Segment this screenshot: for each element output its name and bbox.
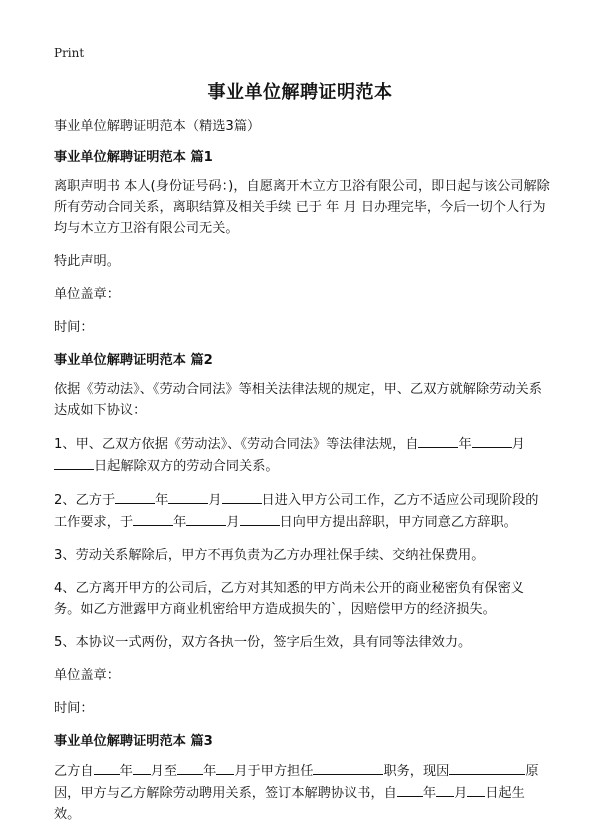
blank-line bbox=[133, 760, 151, 775]
document-body bbox=[54, 116, 550, 837]
section3-paragraph: 乙方自 年 月至 年 月于甲方担任 职务，现因 原因，甲方与乙方解除劳动聘用关系，签订本解聘协议书，自 年 月 日起生效。 bbox=[54, 760, 550, 825]
blank-line bbox=[168, 489, 208, 504]
blank-line bbox=[115, 489, 155, 504]
section1-seal-line: 单位盖章： bbox=[54, 287, 120, 302]
blank-line bbox=[133, 511, 173, 526]
blank-line bbox=[222, 489, 262, 504]
section1-heading: 事业单位解聘证明范本 篇1 bbox=[54, 150, 213, 165]
section2-item-2: 2、乙方于 年 月 日进入甲方公司工作，乙方不适应公司现阶段的工作要求，于 年 月 日向甲方提出辞职，甲方同意乙方辞职。 bbox=[54, 489, 550, 533]
blank-line bbox=[418, 433, 458, 448]
blank-line bbox=[467, 782, 485, 797]
blank-line bbox=[472, 433, 512, 448]
blank-line bbox=[216, 760, 234, 775]
blank-line bbox=[186, 511, 226, 526]
print-label: Print bbox=[54, 46, 85, 60]
blank-line bbox=[240, 511, 280, 526]
section1-time-line: 时间： bbox=[54, 320, 94, 335]
section3-heading: 事业单位解聘证明范本 篇3 bbox=[54, 734, 213, 749]
blank-line bbox=[436, 782, 454, 797]
blank-line bbox=[397, 782, 423, 797]
document-subtitle: 事业单位解聘证明范本（精选3篇） bbox=[54, 119, 261, 134]
section1-declaration: 特此声明。 bbox=[54, 254, 120, 269]
section2-intro: 依据《劳动法》、《劳动合同法》等相关法律法规的规定，甲、乙双方就解除劳动关系达成如下协议： bbox=[54, 382, 542, 418]
section2-item-4: 4、乙方离开甲方的公司后，乙方对其知悉的甲方尚未公开的商业秘密负有保密义务。如乙方泄露甲方商业机密给甲方造成损失的`，因赔偿甲方的经济损失。 bbox=[54, 581, 524, 617]
section2-heading: 事业单位解聘证明范本 篇2 bbox=[54, 353, 213, 368]
blank-line bbox=[313, 760, 383, 775]
blank-line bbox=[54, 455, 94, 470]
blank-line bbox=[449, 760, 525, 775]
blank-line bbox=[94, 760, 120, 775]
document-title: 事业单位解聘证明范本 bbox=[207, 82, 393, 103]
section2-item-1: 1、甲、乙双方依据《劳动法》、《劳动合同法》等法律法规，自 年 月 日起解除双方的劳动合同关系。 bbox=[54, 433, 550, 477]
section2-item-5: 5、本协议一式两份，双方各执一份，签字后生效，具有同等法律效力。 bbox=[54, 635, 472, 650]
section2-seal-line: 单位盖章： bbox=[54, 668, 120, 683]
section2-time-line: 时间： bbox=[54, 701, 94, 716]
section1-paragraph: 离职声明书 本人(身份证号码：)，自愿离开木立方卫浴有限公司，即日起与该公司解除所有劳动合同关系，离职结算及相关手续 已于 年 月 日办理完毕，今后一切个人行为均与木立方卫浴有限公司无关。 bbox=[54, 179, 550, 236]
blank-line bbox=[177, 760, 203, 775]
section2-item-3: 3、劳动关系解除后，甲方不再负责为乙方办理社保手续、交纳社保费用。 bbox=[54, 548, 485, 563]
